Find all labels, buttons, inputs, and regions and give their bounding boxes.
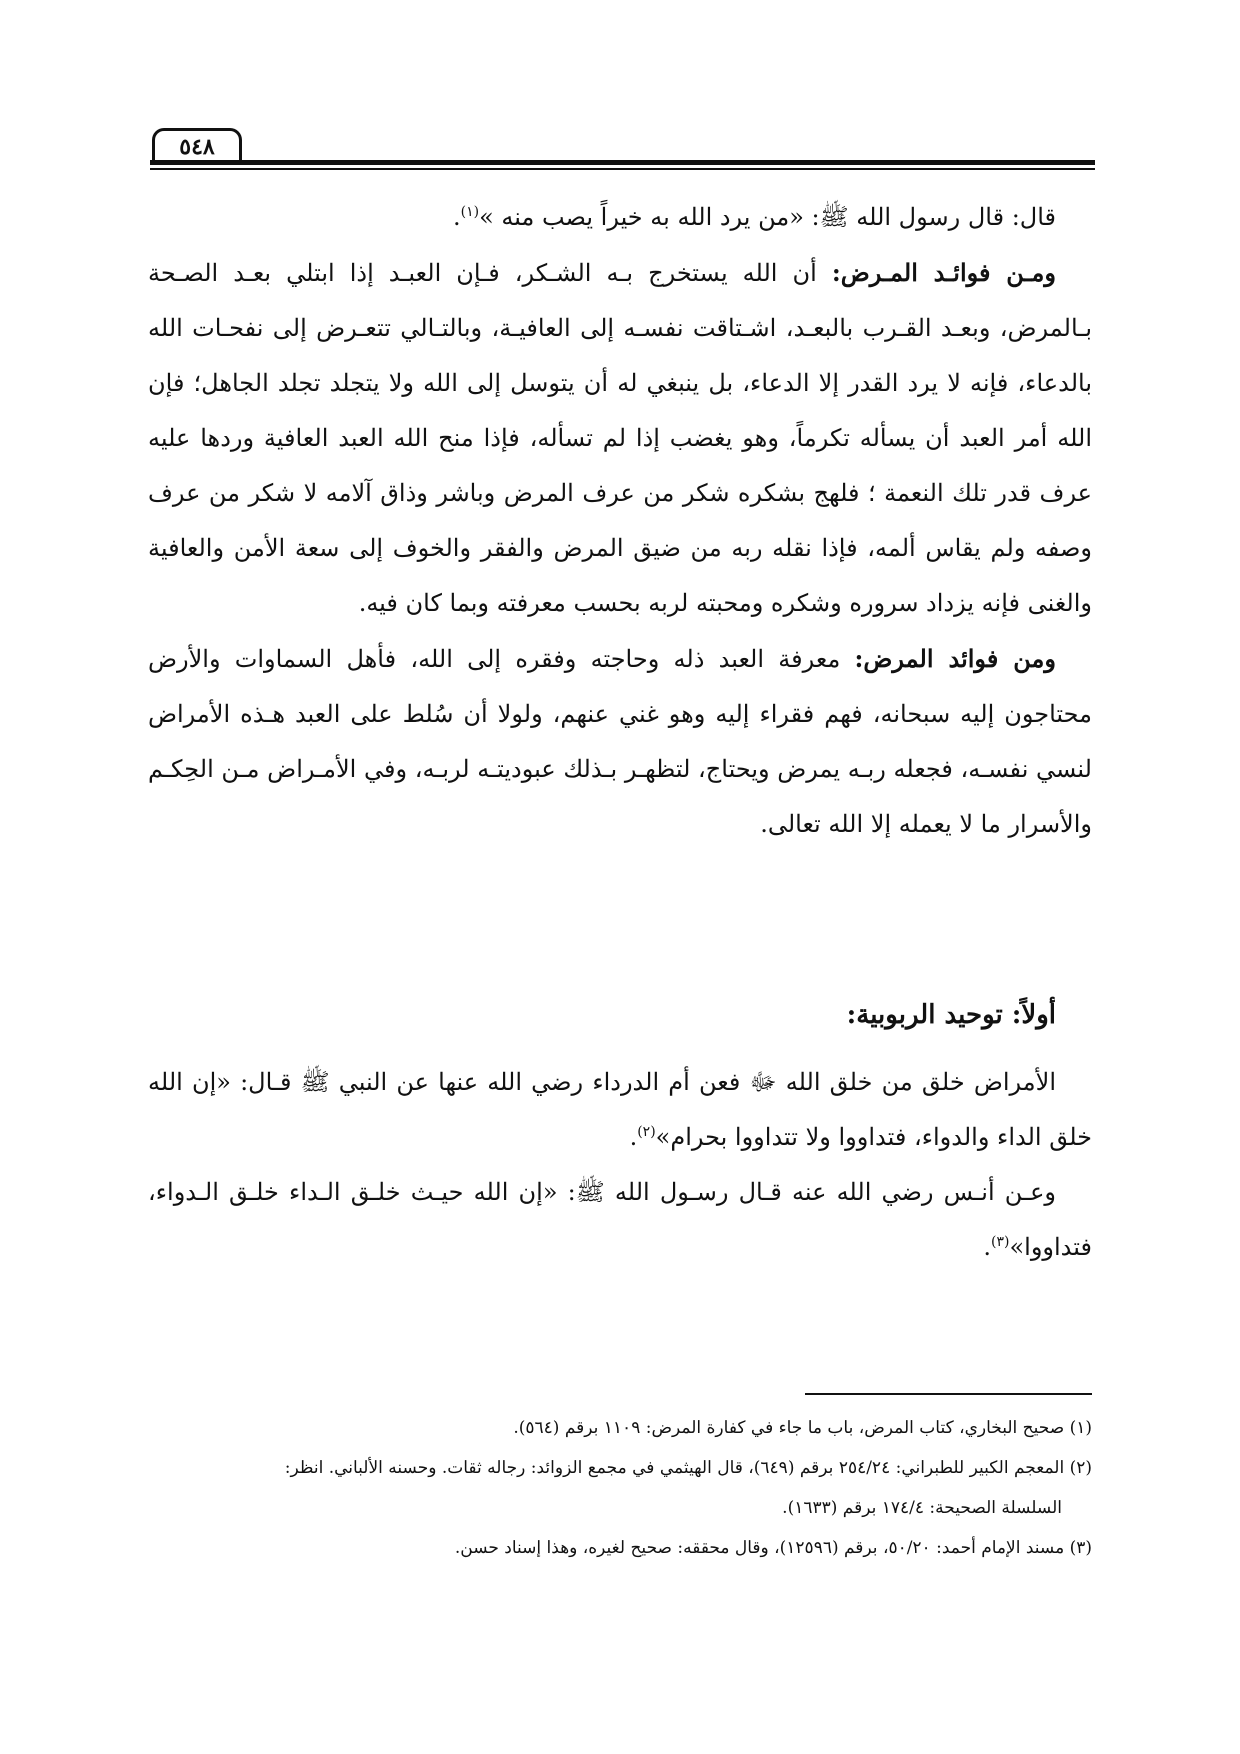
section-paragraph-1-end: . [629,1123,638,1151]
paragraph-3 [148,631,1092,852]
footnote-ref-2[interactable]: (٢) [637,1124,656,1140]
footnote-3: (٣) مسند الإمام أحمد: ٥٠/٢٠، برقم (١٢٥٩٦)، وقال محققه: صحيح لغيره، وهذا إسناد حسن. [454,1538,1092,1558]
page-number: ٥٤٨ [152,128,242,162]
paragraph-1 [148,190,1092,245]
footnote-ref-3[interactable]: (٣) [991,1234,1010,1250]
header-rule-thin [150,168,1095,170]
paragraph-3-lead: ومن فوائد المرض: [854,644,1056,673]
section-paragraph-2 [148,1165,1092,1275]
paragraph-1-text: قال: قال رسول الله ﷺ: «من يرد الله به خيراً يصب منه » [479,203,1056,231]
section-paragraph-1 [148,1055,1092,1165]
main-text [148,190,1092,852]
paragraph-2-lead: ومـن فوائـد المـرض: [831,258,1056,287]
paragraph-3-text: معرفة العبد ذله وحاجته وفقره إلى الله، فأهل السماوات والأرض محتاجون إليه سبحانه، فهم فقراء إليه وهو غني عنهم، ولولا أن سُلط على العبد هـذه الأمراض لنسي نفسـه، فجعله ربـه يمرض ويحتاج، لتظهـر بـذلك عبوديتـه لربـه، وفي الأمـراض مـن الحِكـم والأسرار ما لا يعمله إلا الله تعالى. [148,645,1092,838]
section-heading: أولاً: توحيد الربوبية: [846,1000,1056,1030]
paragraph-2 [148,245,1092,631]
footnote-1: (١) صحيح البخاري، كتاب المرض، باب ما جاء في كفارة المرض: ١١٠٩ برقم (٥٦٤). [513,1418,1092,1438]
section-paragraph-2-end: . [983,1233,992,1261]
footnote-separator [805,1393,1092,1395]
footnote-2: (٢) المعجم الكبير للطبراني: ٢٥٤/٢٤ برقم (٦٤٩)، قال الهيثمي في مجمع الزوائد: رجاله ثقات. وحسنه الألباني. انظر: [284,1458,1092,1478]
section-paragraph-2-text: وعـن أنـس رضي الله عنه قـال رسـول الله ﷺ: «إن الله حيـث خلـق الـداء خلـق الـدواء، فتداووا» [148,1178,1092,1261]
header-rule [150,160,1095,165]
paragraph-2-text: أن الله يستخرج بـه الشـكر، فـإن العبـد إذا ابتلي بعـد الصـحة بـالمرض، وبعـد القـرب بالبعـد، اشـتاقت نفسـه إلى العافيـة، وبالتـالي تتعـرض إلى نفحـات الله بالدعاء، فإنه لا يرد القدر إلا الدعاء، بل ينبغي له أن يتوسل إلى الله ولا يتجلد تجلد الجاهل؛ فإن الله أمر العبد أن يسأله تكرماً، وهو يغضب إذا لم تسأله، فإذا منح الله العبد العافية وردها عليه عرف قدر تلك النعمة ؛ فلهج بشكره شكر من عرف المرض وباشر وذاق آلامه لا شكر من عرف وصفه ولم يقاس ألمه، فإذا نقله ربه من ضيق المرض والفقر والخوف إلى سعة الأمن والعافية والغنى فإنه يزداد سروره وشكره ومحبته لربه بحسب معرفته وبما كان فيه. [148,259,1093,617]
footnotes [148,1408,1092,1568]
footnote-2-continued: السلسلة الصحيحة: ١٧٤/٤ برقم (١٦٣٣). [782,1498,1062,1518]
paragraph-1-end: . [452,203,461,231]
section-paragraph-1-text: الأمراض خلق من خلق الله ﷻ فعن أم الدرداء رضي الله عنها عن النبي ﷺ قـال: «إن الله خلق الداء والدواء، فتداووا ولا تتداووا بحرام» [148,1068,1092,1151]
footnote-ref-1[interactable]: (١) [460,204,480,220]
section-text [148,1055,1092,1275]
